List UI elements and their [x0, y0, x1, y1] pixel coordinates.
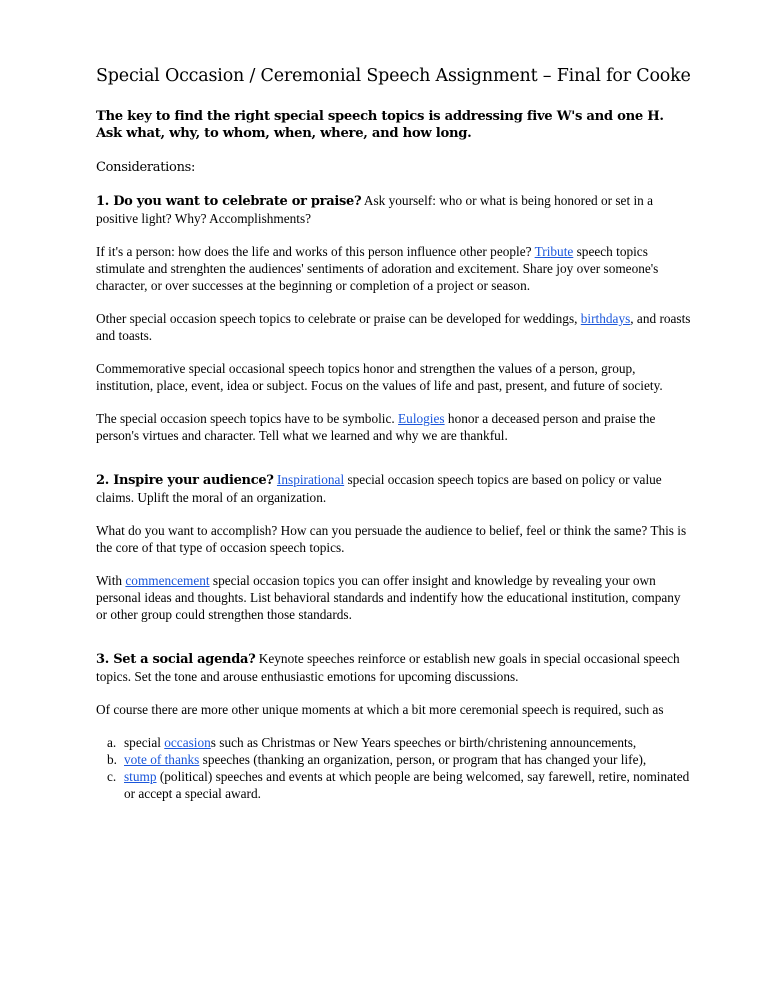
list-marker: a. — [107, 735, 117, 750]
vote-of-thanks-link[interactable]: vote of thanks — [124, 752, 200, 767]
section-2-text: special occasion speech topics are based on policy or value claims. Uplift the moral of an organization. — [96, 472, 662, 505]
text: special — [124, 735, 165, 750]
text: The special occasion speech topics have to be symbolic. — [96, 411, 399, 426]
eulogies-link[interactable]: Eulogies — [398, 411, 445, 426]
text: If it's a person: how does the life and works of this person influence other people? — [96, 244, 535, 259]
intro-paragraph: The key to find the right special speech topics is addressing five W's and one H. Ask what, why, to whom, when, where, and how long. — [96, 109, 664, 141]
list-item — [107, 734, 692, 751]
document-body — [96, 66, 692, 802]
text: With — [96, 573, 126, 588]
section-1-paragraph-4 — [96, 410, 692, 444]
tribute-link[interactable]: Tribute — [534, 244, 574, 259]
text: , and roasts and toasts. — [96, 311, 691, 343]
considerations-heading: Considerations: — [96, 160, 196, 175]
section-1-paragraph-1 — [96, 243, 692, 294]
inspirational-link[interactable]: Inspirational — [276, 472, 345, 487]
stump-link[interactable]: stump — [124, 769, 157, 784]
text: honor a deceased person and praise the person's virtues and character. Tell what we learned and why we are thankful. — [96, 411, 656, 443]
section-2-paragraph-2 — [96, 572, 692, 623]
section-2-lead: 2. Inspire your audience? — [96, 473, 274, 488]
text: special occasion topics you can offer insight and knowledge by revealing your own personal ideas and thoughts. List behavioral standards and indentify how the educational institution, company or other group could strengthen those standards. — [96, 573, 681, 622]
section-2-heading — [96, 471, 692, 506]
list-marker: c. — [107, 769, 117, 784]
section-3-paragraph-1: Of course there are more other unique moments at which a bit more ceremonial speech is required, such as — [96, 702, 664, 717]
section-3-lead: 3. Set a social agenda? — [96, 652, 256, 667]
list-item — [107, 768, 692, 802]
section-1-paragraph-2 — [96, 310, 692, 344]
list-item — [107, 751, 692, 768]
section-1-lead: 1. Do you want to celebrate or praise? — [96, 194, 362, 209]
section-1-text: Ask yourself: who or what is being honored or set in a positive light? Why? Accomplishments? — [96, 193, 654, 226]
birthdays-link[interactable]: birthdays — [580, 311, 631, 326]
occasion-list — [96, 734, 692, 802]
text: s such as Christmas or New Years speeches or birth/christening announcements, — [210, 735, 637, 750]
commencement-link[interactable]: commencement — [125, 573, 210, 588]
section-3-heading — [96, 650, 692, 685]
section-1-paragraph-3: Commemorative special occasional speech topics honor and strengthen the values of a person, group, institution, place, event, idea or subject. Focus on the values of life and past, present, and future of society. — [96, 361, 663, 393]
section-3-text: Keynote speeches reinforce or establish new goals in special occasional speech topics. Set the tone and arouse enthusiastic emotions for upcoming discussions. — [96, 651, 680, 684]
text: speeches (thanking an organization, person, or program that has changed your life), — [199, 752, 647, 767]
section-1-heading — [96, 192, 692, 227]
text: (political) speeches and events at which people are being welcomed, say farewell, retire, nominated or accept a special award. — [124, 769, 690, 801]
page-title: Special Occasion / Ceremonial Speech Assignment – Final for Cooke — [96, 66, 691, 86]
list-marker: b. — [107, 752, 117, 767]
occasion-link[interactable]: occasion — [164, 735, 211, 750]
section-2-paragraph-1: What do you want to accomplish? How can you persuade the audience to belief, feel or think the same? This is the core of that type of occasion speech topics. — [96, 523, 687, 555]
text: Other special occasion speech topics to celebrate or praise can be developed for weddings, — [96, 311, 581, 326]
text: speech topics stimulate and strenghten the audiences' sentiments of adoration and excitement. Share joy over someone's character, or over successes at the beginning or completion of a project or season. — [96, 244, 659, 293]
